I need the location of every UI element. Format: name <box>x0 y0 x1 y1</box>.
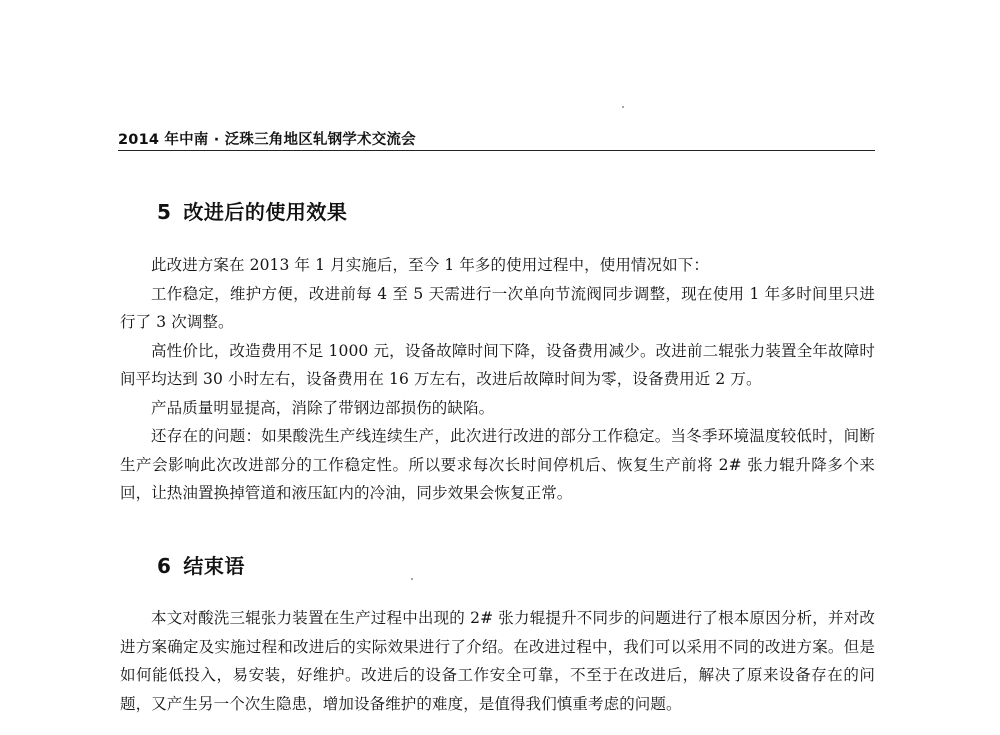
scan-speck <box>411 578 413 580</box>
section-5-body <box>120 251 875 508</box>
section-heading-5 <box>157 196 347 225</box>
section-title: 结束语 <box>183 554 245 578</box>
section-6-body <box>120 604 875 718</box>
section-number: 6 <box>157 554 172 578</box>
paragraph: 高性价比，改造费用不足 1000 元，设备故障时间下降，设备费用减少。改进前二辊张力装置全年故障时间平均达到 30 小时左右，设备费用在 16 万左右，改进后故障时间为零，设备费用近 2 万。 <box>120 341 875 388</box>
paragraph: 此改进方案在 2013 年 1 月实施后，至今 1 年多的使用过程中，使用情况如下： <box>151 256 709 274</box>
section-title: 改进后的使用效果 <box>183 200 348 224</box>
paragraph: 工作稳定，维护方便，改进前每 4 至 5 天需进行一次单向节流阀同步调整，现在使用 1 年多时间里只进行了 3 次调整。 <box>120 284 875 331</box>
section-heading-6 <box>157 550 245 579</box>
paragraph: 本文对酸洗三辊张力装置在生产过程中出现的 2# 张力辊提升不同步的问题进行了根本原因分析，并对改进方案确定及实施过程和改进后的实际效果进行了介绍。在改进过程中，我们可以采用不同的改进方案。但是如何能低投入，易安装，好维护。改进后的设备工作安全可靠，不至于在改进后，解决了原来设备存在的问题，又产生另一个次生隐患，增加设备维护的难度，是值得我们慎重考虑的问题。 <box>120 609 875 713</box>
paragraph: 产品质量明显提高，消除了带钢边部损伤的缺陷。 <box>151 398 495 417</box>
scan-speck <box>622 106 624 108</box>
paragraph: 还存在的问题：如果酸洗生产线连续生产，此次进行改进的部分工作稳定。当冬季环境温度较低时，间断生产会影响此次改进部分的工作稳定性。所以要求每次长时间停机后、恢复生产前将 2# 张力辊升降多个来回，让热油置换掉管道和液压缸内的冷油，同步效果会恢复正常。 <box>120 427 875 502</box>
header-rule <box>118 150 875 151</box>
running-header: 2014 年中南 · 泛珠三角地区轧钢学术交流会 <box>118 132 416 148</box>
section-number: 5 <box>157 200 172 224</box>
